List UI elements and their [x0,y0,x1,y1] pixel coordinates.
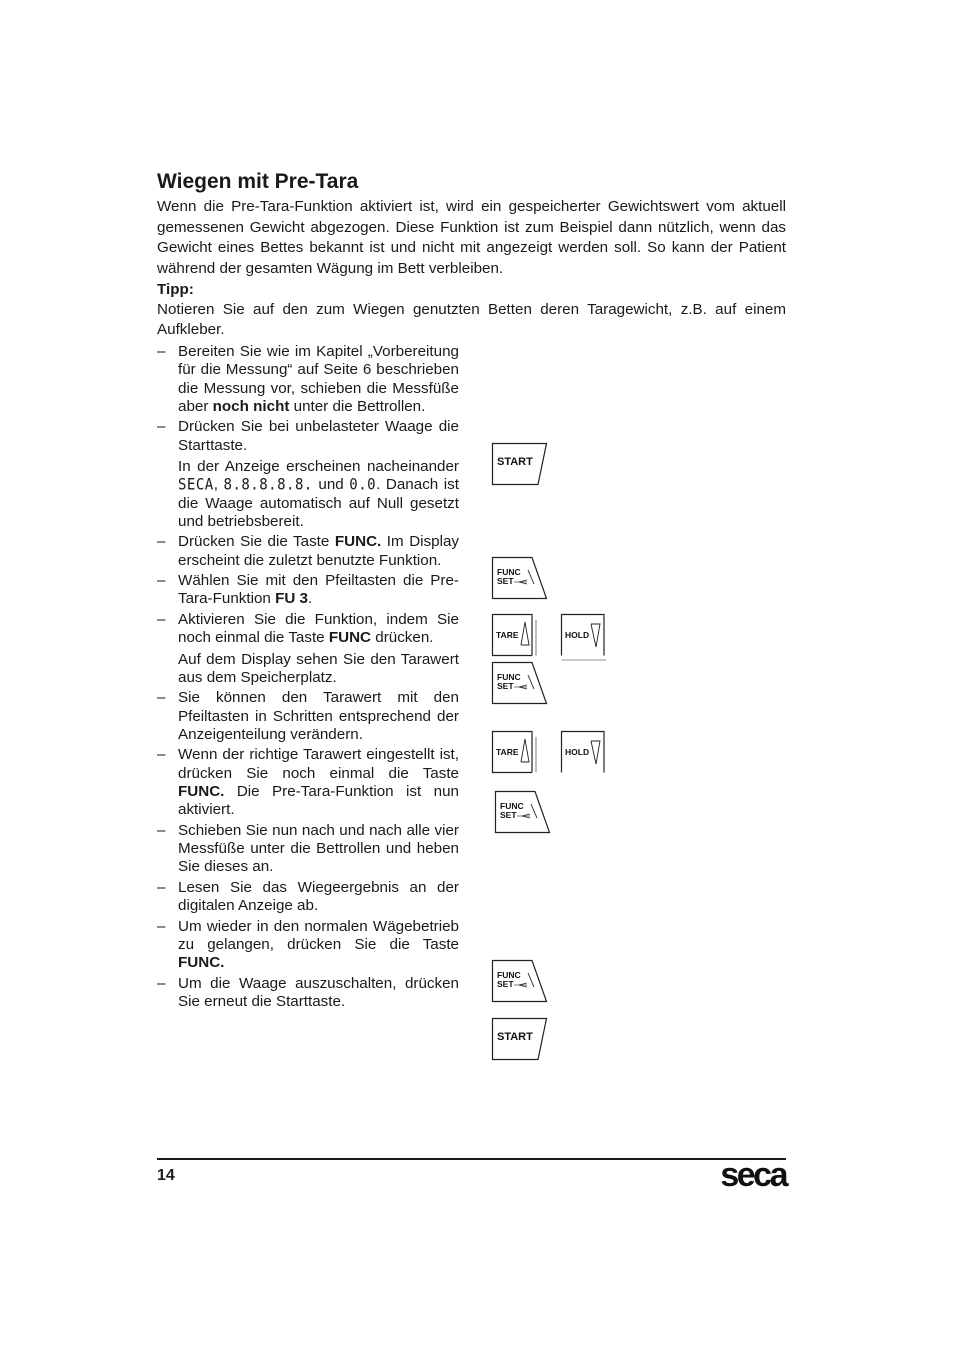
step-dash: – [157,343,166,360]
func-set-key-icon: FUNC SET [492,662,547,704]
seca-logo: seca [720,1156,786,1194]
intro-paragraph: Wenn die Pre-Tara-Funktion aktiviert ist, wird ein gespeicherter Gewichtswert vom aktuell gemessenen Gewicht abgezogen. Diese Funktion ist zum Beispiel dann nützlich, wenn das Gewicht eines Bettes bekannt ist und nicht mit angezeigt werden soll. So kann der Patient während der gesamten Wägung im Bett verbleiben. [157,198,786,277]
func-set-key-icon: FUNC SET [492,960,547,1002]
lcd-segment-test: 8.8.8.8.8. [223,476,313,495]
tip-label: Tipp: [157,281,194,298]
tip-text: Notieren Sie auf den zum Wiegen genutzten Betten deren Taragewicht, z.B. auf einem Aufkleber. [157,301,786,338]
tare-key-icon: TARE [492,614,547,656]
step-1: – Bereiten Sie wie im Kapitel „Vorbereitung für die Messung“ auf Seite 6 beschrieben die Messung vor, schieben die Messfüße aber noch nicht unter die Bettrollen. [157,343,459,415]
instruction-steps [157,343,459,1013]
step-6: – Sie können den Tarawert mit den Pfeiltasten in Schritten entsprechend der Anzeigenteilung verändern. [157,689,459,743]
step-dash: – [157,821,166,839]
step-2: – Drücken Sie bei unbelasteter Waage die Starttaste. In der Anzeige erscheinen nacheinander SECA, 8.8.8.8.8. und 0.0. Danach ist die Waage automatisch auf Null gesetzt und betriebsbereit. [157,418,459,530]
step-3: – Drücken Sie die Taste FUNC. Im Display erscheint die zuletzt benutzte Funktion. [157,533,459,569]
step-2-continuation: In der Anzeige erscheinen nacheinander SECA, 8.8.8.8.8. und 0.0. Danach ist die Waage automatisch auf Null gesetzt und betriebsbereit. [178,457,459,530]
start-key-icon: START [492,443,547,485]
step-dash: – [157,878,166,896]
step-9: – Lesen Sie das Wiegeergebnis an der digitalen Anzeige ab. [157,878,459,915]
func-set-key-icon: FUNC SET [495,791,550,833]
step-7: – Wenn der richtige Tarawert eingestellt ist, drücken Sie noch einmal die Taste FUNC. Die Pre-Tara-Funktion ist nun aktiviert. [157,746,459,819]
hold-key-icon: HOLD [561,614,616,656]
func-set-key-icon: FUNC SET [492,557,547,599]
step-10: – Um wieder in den normalen Wägebetrieb zu gelangen, drücken Sie die Taste FUNC. [157,917,459,972]
step-dash: – [157,572,166,590]
page-number: 14 [157,1167,175,1184]
step-8: – Schieben Sie nun nach und nach alle vier Messfüße unter die Bettrollen und heben Sie dieses an. [157,821,459,876]
step-dash: – [157,610,166,628]
footer-rule [157,1158,786,1160]
page-title: Wiegen mit Pre-Tara [157,170,359,193]
step-dash: – [157,974,166,992]
step-dash: – [157,917,166,935]
step-dash: – [157,418,166,436]
step-11: – Um die Waage auszuschalten, drücken Sie erneut die Starttaste. [157,974,459,1010]
step-5-continuation: Auf dem Display sehen Sie den Tarawert aus dem Speicherplatz. [178,650,459,686]
lcd-seca: SECA [178,476,214,495]
lcd-zero: 0.0 [349,476,377,495]
step-5: – Aktivieren Sie die Funktion, indem Sie noch einmal die Taste FUNC drücken. Auf dem Display sehen Sie den Tarawert aus dem Speicherplatz. [157,610,459,686]
step-4: – Wählen Sie mit den Pfeiltasten die Pre-Tara-Funktion FU 3. [157,572,459,608]
step-dash: – [157,746,166,764]
step-dash: – [157,689,166,707]
start-key-icon: START [492,1018,547,1060]
tare-key-icon: TARE [492,731,547,773]
hold-key-icon: HOLD [561,731,616,773]
step-dash: – [157,533,166,551]
